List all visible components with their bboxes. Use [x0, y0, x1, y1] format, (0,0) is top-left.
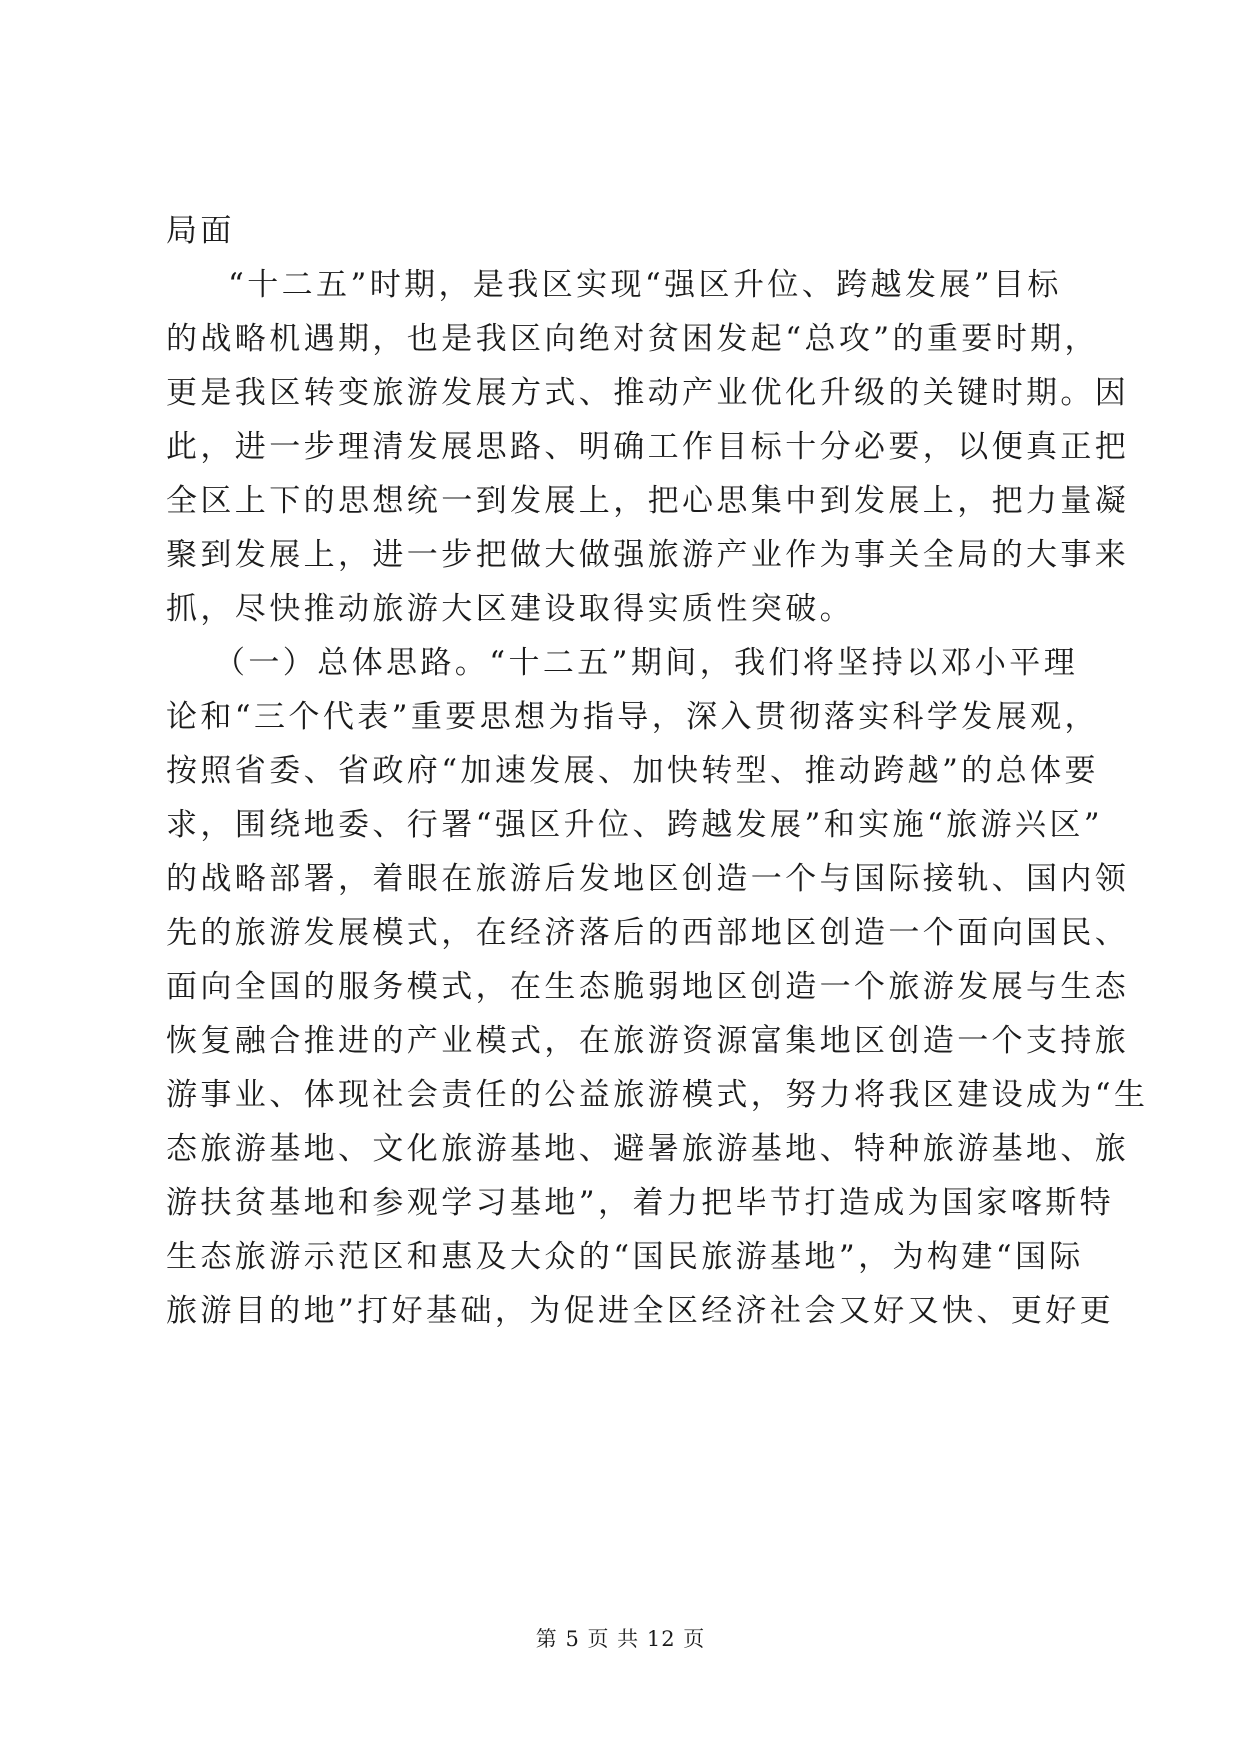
text-line-4: 更是我区转变旅游发展方式、推动产业优化升级的关键时期。因 [166, 375, 1130, 411]
page-number-footer: 第 5 页 共 12 页 [535, 1627, 706, 1651]
text-line-8: 抓，尽快推动旅游大区建设取得实质性突破。 [166, 591, 854, 627]
text-line-7: 聚到发展上，进一步把做大做强旅游产业作为事关全局的大事来 [166, 537, 1130, 573]
text-line-20: 生态旅游示范区和惠及大众的“国民旅游基地”，为构建“国际 [166, 1239, 1084, 1275]
text-line-17: 游事业、体现社会责任的公益旅游模式，努力将我区建设成为“生 [166, 1077, 1149, 1113]
text-line-15: 面向全国的服务模式，在生态脆弱地区创造一个旅游发展与生态 [166, 969, 1130, 1005]
text-line-19: 游扶贫基地和参观学习基地”，着力把毕节打造成为国家喀斯特 [166, 1185, 1115, 1221]
text-line-1: 局面 [166, 213, 235, 249]
text-line-9: （一）总体思路。“十二五”期间，我们将坚持以邓小平理 [214, 645, 1079, 681]
text-line-14: 先的旅游发展模式，在经济落后的西部地区创造一个面向国民、 [166, 915, 1130, 951]
text-line-6: 全区上下的思想统一到发展上，把心思集中到发展上，把力量凝 [166, 483, 1130, 519]
text-line-21: 旅游目的地”打好基础，为促进全区经济社会又好又快、更好更 [166, 1293, 1115, 1329]
text-line-10: 论和“三个代表”重要思想为指导，深入贯彻落实科学发展观， [166, 699, 1099, 735]
text-line-2: “十二五”时期，是我区实现“强区升位、跨越发展”目标 [228, 267, 1062, 303]
text-line-11: 按照省委、省政府“加速发展、加快转型、推动跨越”的总体要 [166, 753, 1099, 789]
text-line-3: 的战略机遇期，也是我区向绝对贫困发起“总攻”的重要时期， [166, 321, 1099, 357]
text-line-5: 此，进一步理清发展思路、明确工作目标十分必要，以便真正把 [166, 429, 1130, 465]
text-line-12: 求，围绕地委、行署“强区升位、跨越发展”和实施“旅游兴区” [166, 807, 1103, 843]
text-line-13: 的战略部署，着眼在旅游后发地区创造一个与国际接轨、国内领 [166, 861, 1130, 897]
text-line-16: 恢复融合推进的产业模式，在旅游资源富集地区创造一个支持旅 [166, 1023, 1130, 1059]
text-line-18: 态旅游基地、文化旅游基地、避暑旅游基地、特种旅游基地、旅 [166, 1131, 1130, 1167]
